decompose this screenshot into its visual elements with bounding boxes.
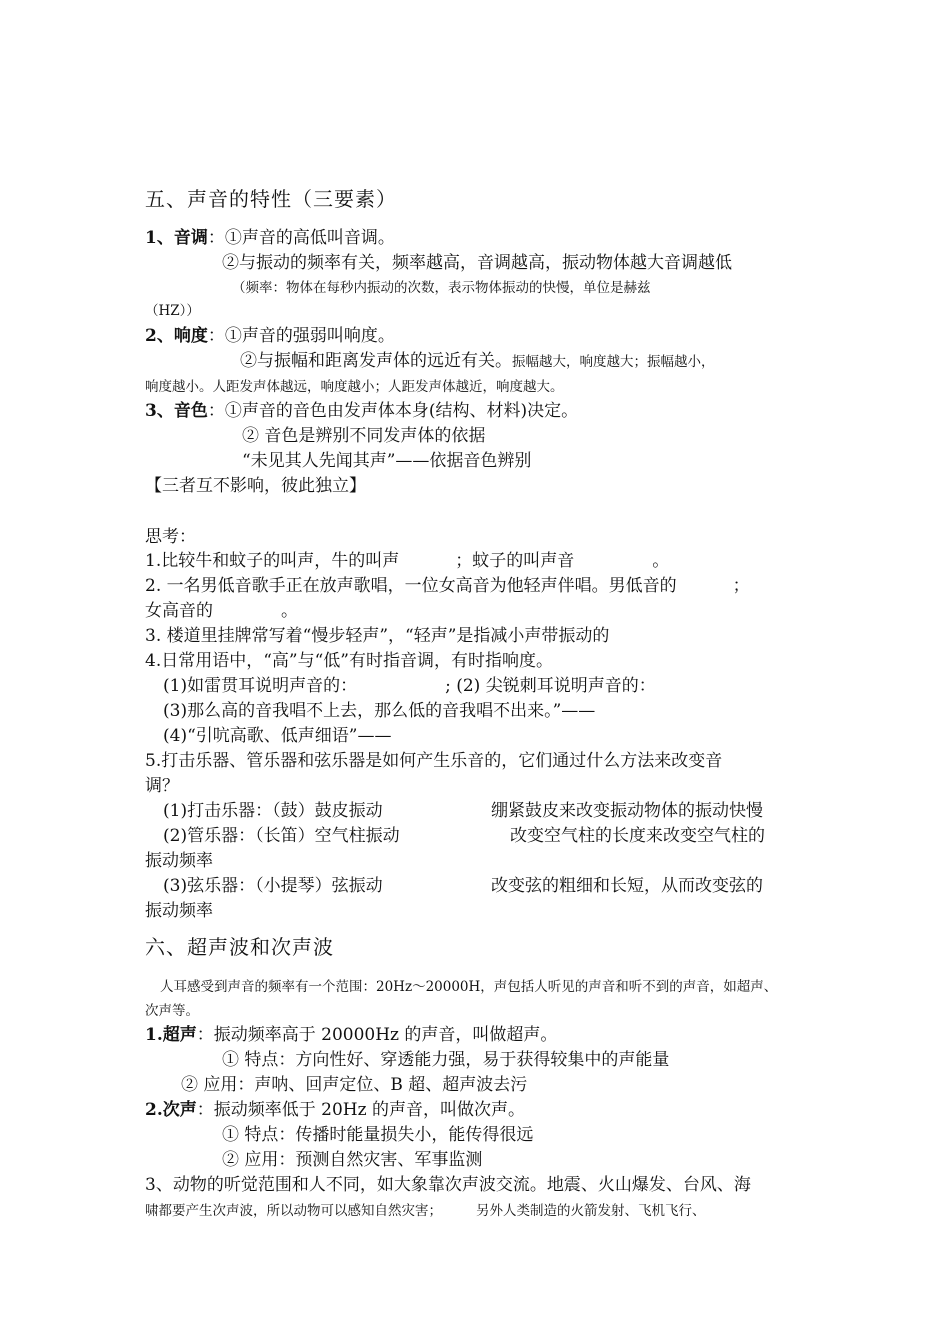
question-4-1 xyxy=(163,675,656,697)
q5-string-method-cont: 振动频率 xyxy=(145,901,213,921)
timbre-label: 3、音色 xyxy=(145,401,208,421)
q5-percussion: (1)打击乐器：（鼓）鼓皮振动 xyxy=(163,801,383,821)
timbre-line2: ② 音色是辨别不同发声体的依据 xyxy=(242,426,486,446)
independence-note: 【三者互不影响，彼此独立】 xyxy=(145,476,366,496)
loudness-text2b: 振幅越大，响度越大；振幅越小， xyxy=(512,354,715,370)
loudness-line1 xyxy=(145,325,395,347)
tone-line1 xyxy=(145,227,395,249)
animals-text-b: 另外人类制造的火箭发射、飞机飞行、 xyxy=(476,1203,706,1219)
infrasound-text: ：振动频率低于 20Hz 的声音，叫做次声。 xyxy=(196,1100,525,1120)
q4-1-text-a: (1)如雷贯耳说明声音的： xyxy=(163,676,358,696)
q5-percussion-method: 绷紧鼓皮来改变振动物体的振动快慢 xyxy=(491,801,763,821)
question-1 xyxy=(145,550,669,572)
timbre-line3: “未见其人先闻其声”——依据音色辨别 xyxy=(242,451,532,471)
q2-text-a: 2. 一名男低音歌手正在放声歌唱，一位女高音为他轻声伴唱。男低音的 xyxy=(145,576,677,596)
ultrasound-feature: ① 特点：方向性好、穿透能力强，易于获得较集中的声能量 xyxy=(222,1050,670,1070)
question-2 xyxy=(145,575,750,597)
animals-text-a: 啸都要产生次声波，所以动物可以感知自然灾害； xyxy=(145,1203,442,1219)
question-5: 5.打击乐器、管乐器和弦乐器是如何产生乐音的，它们通过什么方法来改变音 xyxy=(145,751,723,771)
section6-intro-1: 人耳感受到声音的频率有一个范围：20Hz～20000H，声包括人听见的声音和听不到的声音，如超声、 xyxy=(160,979,778,995)
timbre-text1: ：①声音的音色由发声体本身(结构、材料)决定。 xyxy=(207,401,579,421)
loudness-text1: ：①声音的强弱叫响度。 xyxy=(207,326,395,346)
section6-title: 六、超声波和次声波 xyxy=(145,935,334,959)
ultrasound-label: 1.超声 xyxy=(145,1025,197,1045)
q1-text-c: 。 xyxy=(652,551,670,571)
loudness-label: 2、响度 xyxy=(145,326,208,346)
tone-line4: （HZ）） xyxy=(145,303,200,319)
question-3: 3. 楼道里挂牌常写着“慢步轻声”，“轻声”是指减小声带振动的 xyxy=(145,626,610,646)
q5-string-method: 改变弦的粗细和长短，从而改变弦的 xyxy=(491,876,763,896)
ultrasound-line1 xyxy=(145,1024,557,1046)
q5-string: (3)弦乐器：（小提琴）弦振动 xyxy=(163,876,383,896)
tone-line2: ②与振动的频率有关，频率越高，音调越高，振动物体越大音调越低 xyxy=(222,253,732,273)
infrasound-line1 xyxy=(145,1099,525,1121)
tone-line3: （频率：物体在每秒内振动的次数，表示物体振动的快慢，单位是赫兹 xyxy=(232,280,651,296)
q2-text-b: ； xyxy=(732,576,750,596)
loudness-text2a: ②与振幅和距离发声体的远近有关。 xyxy=(240,351,512,371)
q5-wind-method-cont: 振动频率 xyxy=(145,851,213,871)
question-4: 4.日常用语中，“高”与“低”有时指音调，有时指响度。 xyxy=(145,651,553,671)
think-title: 思考： xyxy=(145,527,196,547)
q2-text-d: 。 xyxy=(281,601,298,621)
ultrasound-text: ：振动频率高于 20000Hz 的声音，叫做超声。 xyxy=(196,1025,558,1045)
q4-1-text-b: ; (2) 尖锐刺耳说明声音的： xyxy=(445,676,656,696)
tone-label: 1、音调 xyxy=(145,228,208,248)
q1-text-b: ；蚊子的叫声音 xyxy=(455,551,575,571)
animals-line2 xyxy=(145,1200,706,1222)
ultrasound-application: ② 应用：声呐、回声定位、B 超、超声波去污 xyxy=(181,1075,528,1095)
question-4-3: (3)那么高的音我唱不上去，那么低的音我唱不出来。”—— xyxy=(163,701,596,721)
q5-wind: (2)管乐器：（长笛）空气柱振动 xyxy=(163,826,400,846)
q1-text-a: 1.比较牛和蚊子的叫声，牛的叫声 xyxy=(145,551,400,571)
section6-intro-2: 次声等。 xyxy=(145,1003,199,1019)
q5-wind-method: 改变空气柱的长度来改变空气柱的 xyxy=(510,826,765,846)
loudness-line3: 响度越小。人距发声体越远，响度越小；人距发声体越近，响度越大。 xyxy=(145,379,564,395)
q2-text-c: 女高音的 xyxy=(145,601,213,621)
section5-title: 五、声音的特性（三要素） xyxy=(145,187,397,211)
tone-text1: ：①声音的高低叫音调。 xyxy=(207,228,395,248)
question-2-cont xyxy=(145,600,298,622)
animals-line1: 3、动物的听觉范围和人不同，如大象靠次声波交流。地震、火山爆发、台风、海 xyxy=(145,1175,751,1195)
infrasound-feature: ① 特点：传播时能量损失小，能传得很远 xyxy=(222,1125,534,1145)
question-4-4: (4)“引吭高歌、低声细语”—— xyxy=(163,726,392,746)
question-5-cont: 调？ xyxy=(145,776,179,796)
infrasound-application: ② 应用：预测自然灾害、军事监测 xyxy=(222,1150,483,1170)
loudness-line2 xyxy=(240,350,715,373)
timbre-line1 xyxy=(145,400,578,422)
infrasound-label: 2.次声 xyxy=(145,1100,197,1120)
